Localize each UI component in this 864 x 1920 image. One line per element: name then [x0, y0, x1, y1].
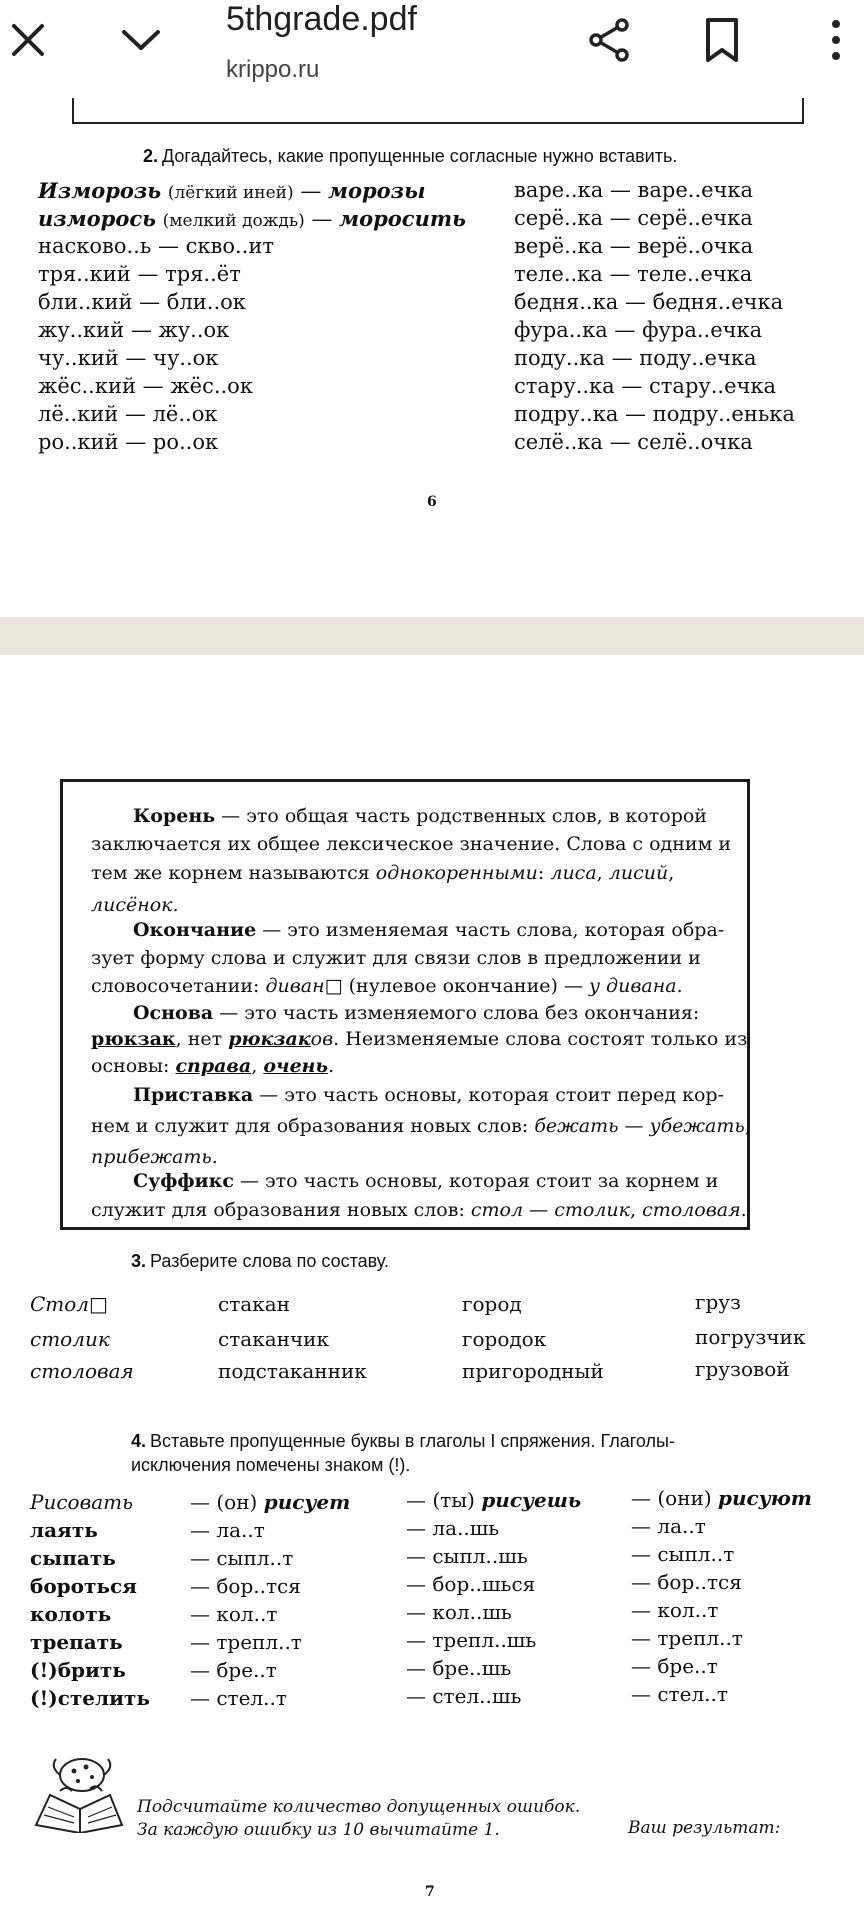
task4-form: — сыпл..шь [406, 1544, 528, 1568]
task3-word: стаканчик [218, 1327, 329, 1351]
page-number: 6 [427, 494, 437, 510]
task4-form: — ла..т [631, 1514, 706, 1538]
task4-verb: бороться [30, 1574, 137, 1598]
task4-form: — бре..т [631, 1654, 718, 1678]
task2-right-line: теле..ка — теле..ечка [514, 262, 753, 286]
task4-form: — (он) рисует [190, 1490, 351, 1514]
task2-right-line: варе..ка — варе..ечка [514, 178, 754, 202]
task4-form: — бор..тся [190, 1574, 301, 1598]
definition-line: зует форму слова и служит для связи слов в предложении и [91, 947, 701, 969]
task4-form: — трепл..шь [406, 1628, 537, 1652]
task3-heading [131, 1251, 389, 1272]
previous-box-edge [72, 98, 804, 124]
task2-right-line: селё..ка — селё..очка [514, 430, 753, 454]
document-title: 5thgrade.pdf [226, 0, 417, 38]
task2-left-line: насково..ь — скво..ит [38, 234, 274, 258]
definition-line: Суффикс — это часть основы, которая стоит за корнем и [133, 1170, 719, 1192]
definition-line: словосочетании: диван□ (нулевое окончание) — у дивана. [91, 975, 683, 997]
task2-right-line: бедня..ка — бедня..ечка [514, 290, 784, 314]
task4-verb: трепать [30, 1630, 123, 1654]
page-separator [0, 617, 864, 655]
task2-right-line: поду..ка — поду..ечка [514, 346, 757, 370]
task4-number: 4. [131, 1431, 147, 1451]
task4-form: — стел..т [190, 1686, 287, 1710]
task3-number: 3. [131, 1251, 147, 1271]
task4-form: — кол..шь [406, 1600, 512, 1624]
footer-line: За каждую ошибку из 10 вычитайте 1. [137, 1820, 500, 1840]
task4-form: — стел..т [631, 1682, 728, 1706]
task4-form: — бре..шь [406, 1656, 512, 1680]
definition-line: тем же корнем называются однокоренными: лиса, лисий, [91, 862, 675, 884]
task2-right-line: стару..ка — стару..ечка [514, 374, 777, 398]
task2-left-line: Изморозь (лёгкий иней) — морозы [38, 178, 426, 203]
task4-form: — кол..т [631, 1598, 719, 1622]
page-number: 7 [425, 1884, 435, 1900]
viewer-top-bar [0, 0, 864, 98]
task3-word: столовая [30, 1359, 134, 1383]
task2-heading [143, 146, 677, 167]
task2-left-line: тря..кий — тря..ёт [38, 262, 241, 286]
cartoon-reader-illustration [30, 1755, 126, 1833]
definition-line: прибежать. [91, 1146, 218, 1168]
task2-left-line: жёс..кий — жёс..ок [38, 374, 253, 398]
task2-right-line: подру..ка — подру..енька [514, 402, 795, 426]
definition-line: рюкзак, нет рюкзаков. Неизменяемые слова состоят только из [91, 1028, 748, 1050]
task4-heading [131, 1431, 675, 1452]
task4-form: — стел..шь [406, 1684, 522, 1708]
task2-text: Догадайтесь, какие пропущенные согласные нужно вставить. [162, 146, 678, 166]
task2-right-line: верё..ка — верё..очка [514, 234, 754, 258]
task4-form: — бор..шься [406, 1572, 536, 1596]
task2-right-line: серё..ка — серё..ечка [514, 206, 753, 230]
document-host: krippo.ru [226, 56, 320, 83]
task2-left-line: ро..кий — ро..ок [38, 430, 219, 454]
task4-verb: сыпать [30, 1546, 116, 1570]
definition-line: Корень — это общая часть родственных слов, в которой [133, 805, 707, 827]
task4-heading-line2: исключения помечены знаком (!). [131, 1455, 411, 1475]
definition-line: служит для образования новых слов: стол — столик, столовая. [91, 1199, 747, 1221]
task4-form: — сыпл..т [190, 1546, 294, 1570]
task2-left-line: чу..кий — чу..ок [38, 346, 219, 370]
task4-form: — (ты) рисуешь [406, 1488, 582, 1512]
share-icon[interactable] [586, 16, 634, 64]
task4-form: — ла..шь [406, 1516, 500, 1540]
definition-line: лисёнок. [91, 894, 179, 916]
definition-line: Окончание — это изменяемая часть слова, которая обра- [133, 919, 725, 941]
task4-form: — бор..тся [631, 1570, 742, 1594]
task4-verb: (!)брить [30, 1658, 126, 1682]
task2-right-line: фура..ка — фура..ечка [514, 318, 763, 342]
chevron-down-icon[interactable] [118, 20, 164, 60]
task4-text: Вставьте пропущенные буквы в глаголы I спряжения. Глаголы- [150, 1431, 675, 1451]
bookmark-icon[interactable] [702, 16, 742, 64]
task4-form: — трепл..т [631, 1626, 743, 1650]
task4-form: — ла..т [190, 1518, 265, 1542]
task4-verb: Рисовать [30, 1490, 133, 1514]
definition-line: Основа — это часть изменяемого слова без окончания: [133, 1002, 700, 1024]
definition-line: Приставка — это часть основы, которая стоит перед кор- [133, 1084, 724, 1106]
task4-form: — бре..т [190, 1658, 277, 1682]
task3-word: грузовой [695, 1357, 790, 1381]
definition-line: основы: справа, очень. [91, 1055, 335, 1077]
task3-word: город [462, 1292, 522, 1316]
task4-form: — кол..т [190, 1602, 278, 1626]
task4-verb: (!)стелить [30, 1686, 150, 1710]
task2-left-line: лё..кий — лё..ок [38, 402, 218, 426]
more-vert-icon[interactable] [824, 18, 848, 62]
definition-line: заключается их общее лексическое значение. Слова с одним и [91, 833, 732, 855]
definition-line: нем и служит для образования новых слов: бежать — убежать, [91, 1115, 751, 1137]
task2-left-line: бли..кий — бли..ок [38, 290, 246, 314]
task2-number: 2. [143, 146, 159, 166]
task4-form: — (они) рисуют [631, 1486, 812, 1510]
close-icon[interactable] [8, 20, 48, 60]
task3-word: пригородный [462, 1359, 604, 1383]
task3-word: стакан [218, 1292, 290, 1316]
task4-verb: лаять [30, 1518, 98, 1542]
task2-left-line: изморось (мелкий дождь) — моросить [38, 206, 466, 231]
task3-word: груз [695, 1290, 741, 1314]
task3-word: столик [30, 1327, 110, 1351]
task3-word: подстаканник [218, 1359, 367, 1383]
footer-line: Подсчитайте количество допущенных ошибок. [137, 1797, 581, 1817]
task3-text: Разберите слова по составу. [150, 1251, 389, 1271]
result-label: Ваш результат: [628, 1818, 781, 1838]
task3-word: городок [462, 1327, 547, 1351]
definitions-box [60, 779, 750, 1230]
task4-form: — трепл..т [190, 1630, 302, 1654]
task3-word: погрузчик [695, 1325, 806, 1349]
task2-left-line: жу..кий — жу..ок [38, 318, 230, 342]
task3-word: Стол□ [30, 1292, 108, 1316]
task4-form: — сыпл..т [631, 1542, 735, 1566]
task4-verb: колоть [30, 1602, 112, 1626]
